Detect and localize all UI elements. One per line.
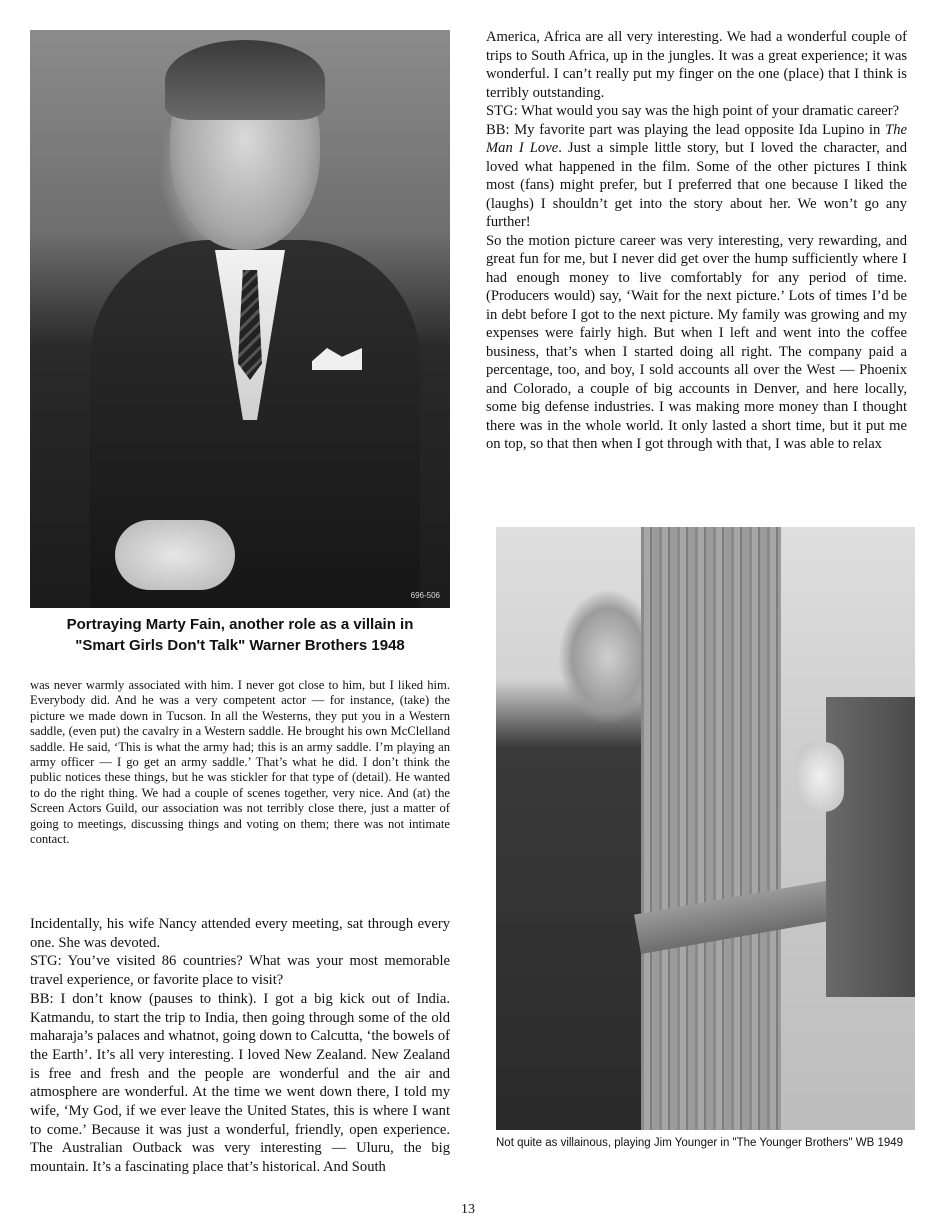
paragraph: was never warmly associated with him. I never got close to him, but I liked him. Everybody did. And he was a very competent actor — for instance, (take) the picture we made down in Tucson. In all the Westerns, they put you in a Western saddle, (even put) the cavalry in a Western saddle. He brought his own McClelland saddle. He said, ‘This is what the army had; this is an army saddle. I’m playing an army officer — I go get an army saddle.’ That’s what he did. I don’t think the public notices these things, but he was stickler for that type of (detail). He wanted to do the right thing. We had a couple of scenes together, very nice. And (at) the Screen Actors Guild, our association was not terribly close there, just a matter of going to meetings, discussing things and voting on them; there was not intimate contact. [30, 678, 450, 847]
left-column-small-text [30, 678, 450, 847]
right-column-text [486, 28, 907, 454]
paragraph [486, 121, 907, 232]
photo-hair [165, 40, 325, 120]
left-column-text [30, 915, 450, 1177]
photo-jim-younger [496, 527, 915, 1130]
paragraph: BB: I don’t know (pauses to think). I got a big kick out of India. Katmandu, to start the trip to India, then going through some of the old maharaja’s palaces and whatnot, going down to Calcutta, ‘the bowels of the Earth’. It’s all very interesting. I loved New Zealand. New Zealand is free and fresh and the people are wonderful and the air and atmosphere are wonderful. At the time we went down there, I told my wife, ‘My God, if we ever leave the United States, this is where I want to come.’ Because it was just a wonderful, friendly, open experience. The Australian Outback was very interesting — Uluru, the big mountain. It’s a fascinating place that’s historical. And South [30, 990, 450, 1176]
photo-negative-number: 696-506 [410, 591, 440, 600]
photo-marty-fain [30, 30, 450, 608]
paragraph: Incidentally, his wife Nancy attended every meeting, sat through every one. She was devoted. [30, 916, 450, 951]
film-title: The Man I Love [486, 121, 907, 156]
paragraph: STG: What would you say was the high point of your dramatic career? [486, 103, 900, 119]
photo-wooden-post [641, 527, 781, 1130]
photo1-caption [30, 614, 450, 656]
paragraph: So the motion picture career was very interesting, very rewarding, and great fun for me, but I never did get over the hump sufficiently where I had enough money to live comfortably for any period of time. (Producers would) say, ‘Wait for the next picture.’ Lots of times I’d be in debt before I got to the next picture. My family was growing and my expenses were fairly high. But when I left and went into the coffee business, that’s when I started doing all right. The company paid a percentage, too, and boy, I sold accounts all over the West — Phoenix and Colorado, a couple of big accounts in Denver, and here locally, some big defense industries. I was making more money than I thought there was in the whole world. It only lasted a short time, but it put me on top, so that then when I got through with that, I was able to relax [486, 232, 907, 452]
paragraph: STG: You’ve visited 86 countries? What was your most memorable travel experience, or favorite place to visit? [30, 953, 450, 989]
photo-hand [796, 742, 844, 812]
text-run: BB: My favorite part was playing the lead opposite Ida Lupino in [486, 121, 886, 138]
photo-man [496, 567, 656, 1130]
photo1-caption-line1: Portraying Marty Fain, another role as a villain in [66, 616, 414, 633]
paragraph: America, Africa are all very interesting. We had a wonderful couple of trips to South Africa, up in the jungles. It was a great experience; it was wonderful. I can’t really put my finger on the one (place) that I think is terribly outstanding. [486, 29, 907, 101]
photo-hand [115, 520, 235, 590]
photo1-caption-line2: "Smart Girls Don't Talk" Warner Brothers 1948 [75, 637, 405, 654]
photo2-caption: Not quite as villainous, playing Jim Younger in "The Younger Brothers" WB 1949 [496, 1137, 904, 1149]
photo-sleeve [826, 697, 915, 997]
page-number: 13 [461, 1202, 475, 1217]
text-run: . Just a simple little story, but I loved the character, and loved what happened in the film. Some of the other pictures I think most (fans) might prefer, but I preferred that one because I liked the (laughs) I shouldn’t get into the story about her. We won’t go any further! [486, 140, 908, 230]
